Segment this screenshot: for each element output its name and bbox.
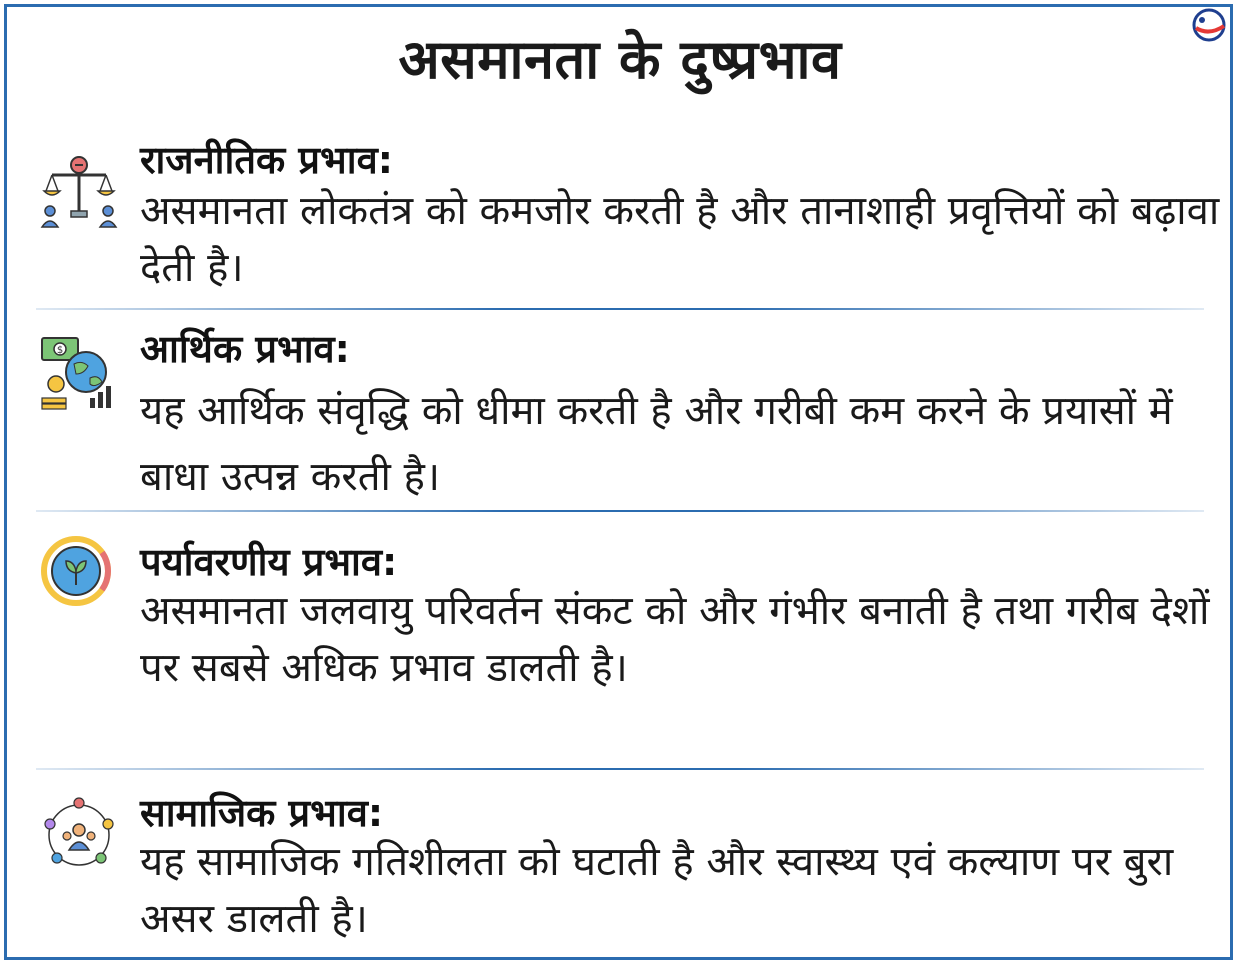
page-title: असमानता के दुष्प्रभाव	[398, 28, 842, 91]
section-divider	[36, 768, 1204, 770]
brand-logo-icon	[1190, 6, 1228, 44]
section-heading: सामाजिक प्रभाव:	[140, 791, 384, 835]
money-globe-growth-icon	[38, 334, 120, 416]
section-body: यह आर्थिक संवृद्धि को धीमा करती है और गरीबी कम करने के प्रयासों में बाधा उत्पन्न करती है।	[140, 388, 1173, 500]
section-body: असमानता लोकतंत्र को कमजोर करती है और तानाशाही प्रवृत्तियों को बढ़ावा देती है।	[140, 188, 1220, 291]
section-heading: पर्यावरणीय प्रभाव:	[140, 540, 398, 584]
section-heading: आर्थिक प्रभाव:	[140, 327, 350, 371]
svg-text:$: $	[56, 345, 64, 356]
justice-scale-people-icon	[38, 153, 120, 235]
section-divider	[36, 510, 1204, 512]
section-divider	[36, 308, 1204, 310]
section-body: यह सामाजिक गतिशीलता को घटाती है और स्वास्थ्य एवं कल्याण पर बुरा असर डालती है।	[140, 839, 1174, 942]
social-network-people-icon	[38, 794, 120, 876]
section-body: असमानता जलवायु परिवर्तन संकट को और गंभीर बनाती है तथा गरीब देशों पर सबसे अधिक प्रभाव डालती है।	[140, 588, 1210, 691]
green-earth-cycle-icon	[38, 531, 120, 613]
section-heading: राजनीतिक प्रभाव:	[140, 138, 393, 182]
